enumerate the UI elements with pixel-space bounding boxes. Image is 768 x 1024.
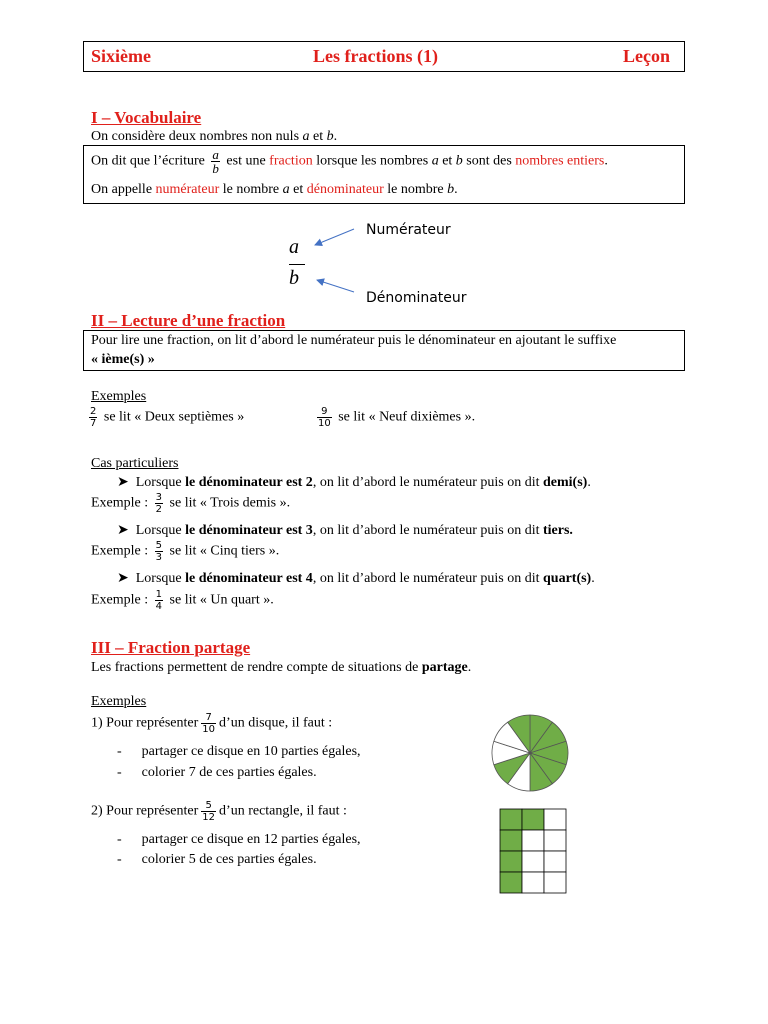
section-partage-title: III – Fraction partage	[91, 638, 251, 657]
example-two-sevenths: $\frac{2}{7}$ se lit « Deux septièmes »	[90, 406, 245, 429]
definition-line-2: On appelle numérateur le nombre a et dénominateur le nombre b.	[91, 182, 458, 197]
example-nine-tenths: $\frac{9}{10}$ se lit « Neuf dixièmes ».	[318, 406, 476, 429]
arrow-bullet-icon: ➤	[117, 475, 129, 490]
case-2-example: Exemple : $\frac{3}{2}$ se lit « Trois demis ».	[91, 492, 291, 515]
special-cases-label: Cas particuliers	[91, 456, 179, 471]
diagram-denominator-label: Dénominateur	[366, 290, 467, 306]
rule-line-2: « ième(s) »	[91, 352, 155, 367]
header-title: Les fractions (1)	[313, 46, 438, 66]
arrow-to-numerator	[315, 229, 354, 245]
grid-cell	[544, 851, 566, 872]
arrow-to-denominator	[317, 280, 354, 292]
disk-seven-tenths	[490, 713, 570, 793]
partage-examples-label: Exemples	[91, 694, 147, 709]
diagram-a: a	[289, 236, 299, 258]
arrow-bullet-icon: ➤	[117, 523, 129, 538]
grid-cell	[544, 830, 566, 851]
grid-cell	[500, 830, 522, 851]
header-type: Leçon	[623, 46, 670, 66]
partage-example-2: 2) Pour représenter $\frac{5}{12}$ d’un rectangle, il faut :	[91, 800, 347, 823]
diagram-numerator-label: Numérateur	[366, 222, 451, 238]
case-denominator-4: ➤ Lorsque le dénominateur est 4, on lit d’abord le numérateur puis on dit quart(s).	[117, 571, 595, 586]
section-lecture-title: II – Lecture d’une fraction	[91, 311, 286, 330]
examples-label: Exemples	[91, 389, 147, 404]
partage-ex2-step-1: - partager ce disque en 12 parties égales,	[117, 832, 361, 847]
case-denominator-3: ➤ Lorsque le dénominateur est 3, on lit d’abord le numérateur puis on dit tiers.	[117, 523, 573, 538]
vocab-intro: On considère deux nombres non nuls a et b.	[91, 129, 338, 144]
header-level: Sixième	[91, 46, 151, 66]
partage-example-1: 1) Pour représenter $\frac{7}{10}$ d’un disque, il faut :	[91, 712, 333, 735]
partage-ex2-step-2: - colorier 5 de ces parties égales.	[117, 852, 317, 867]
diagram-arrows	[300, 220, 370, 300]
grid-cell	[500, 809, 522, 830]
case-4-example: Exemple : $\frac{1}{4}$ se lit « Un quart ».	[91, 589, 274, 612]
diagram-b: b	[289, 267, 299, 289]
case-denominator-2: ➤ Lorsque le dénominateur est 2, on lit d’abord le numérateur puis on dit demi(s).	[117, 475, 591, 490]
grid-cell	[544, 872, 566, 893]
partage-ex1-step-1: - partager ce disque en 10 parties égales,	[117, 744, 361, 759]
arrow-bullet-icon: ➤	[117, 571, 129, 586]
partage-intro: Les fractions permettent de rendre compte de situations de partage.	[91, 660, 472, 675]
rule-line-1: Pour lire une fraction, on lit d’abord le numérateur puis le dénominateur en ajoutant le suffixe	[91, 333, 617, 348]
grid-cell	[500, 872, 522, 893]
case-3-example: Exemple : $\frac{5}{3}$ se lit « Cinq tiers ».	[91, 540, 280, 563]
fraction-a-over-b: $\frac{a}{b}$	[212, 147, 219, 176]
grid-cell	[522, 809, 544, 830]
grid-cell	[500, 851, 522, 872]
definition-line-1: On dit que l’écriture $\frac{a}{b}$ est une fraction lorsque les nombres a et b sont des nombres entiers.	[91, 147, 608, 176]
section-vocabulaire-title: I – Vocabulaire	[91, 108, 202, 127]
grid-cell	[522, 851, 544, 872]
rectangle-five-twelfths	[499, 808, 569, 894]
grid-cell	[522, 872, 544, 893]
grid-cell	[522, 830, 544, 851]
grid-cell	[544, 809, 566, 830]
partage-ex1-step-2: - colorier 7 de ces parties égales.	[117, 765, 317, 780]
